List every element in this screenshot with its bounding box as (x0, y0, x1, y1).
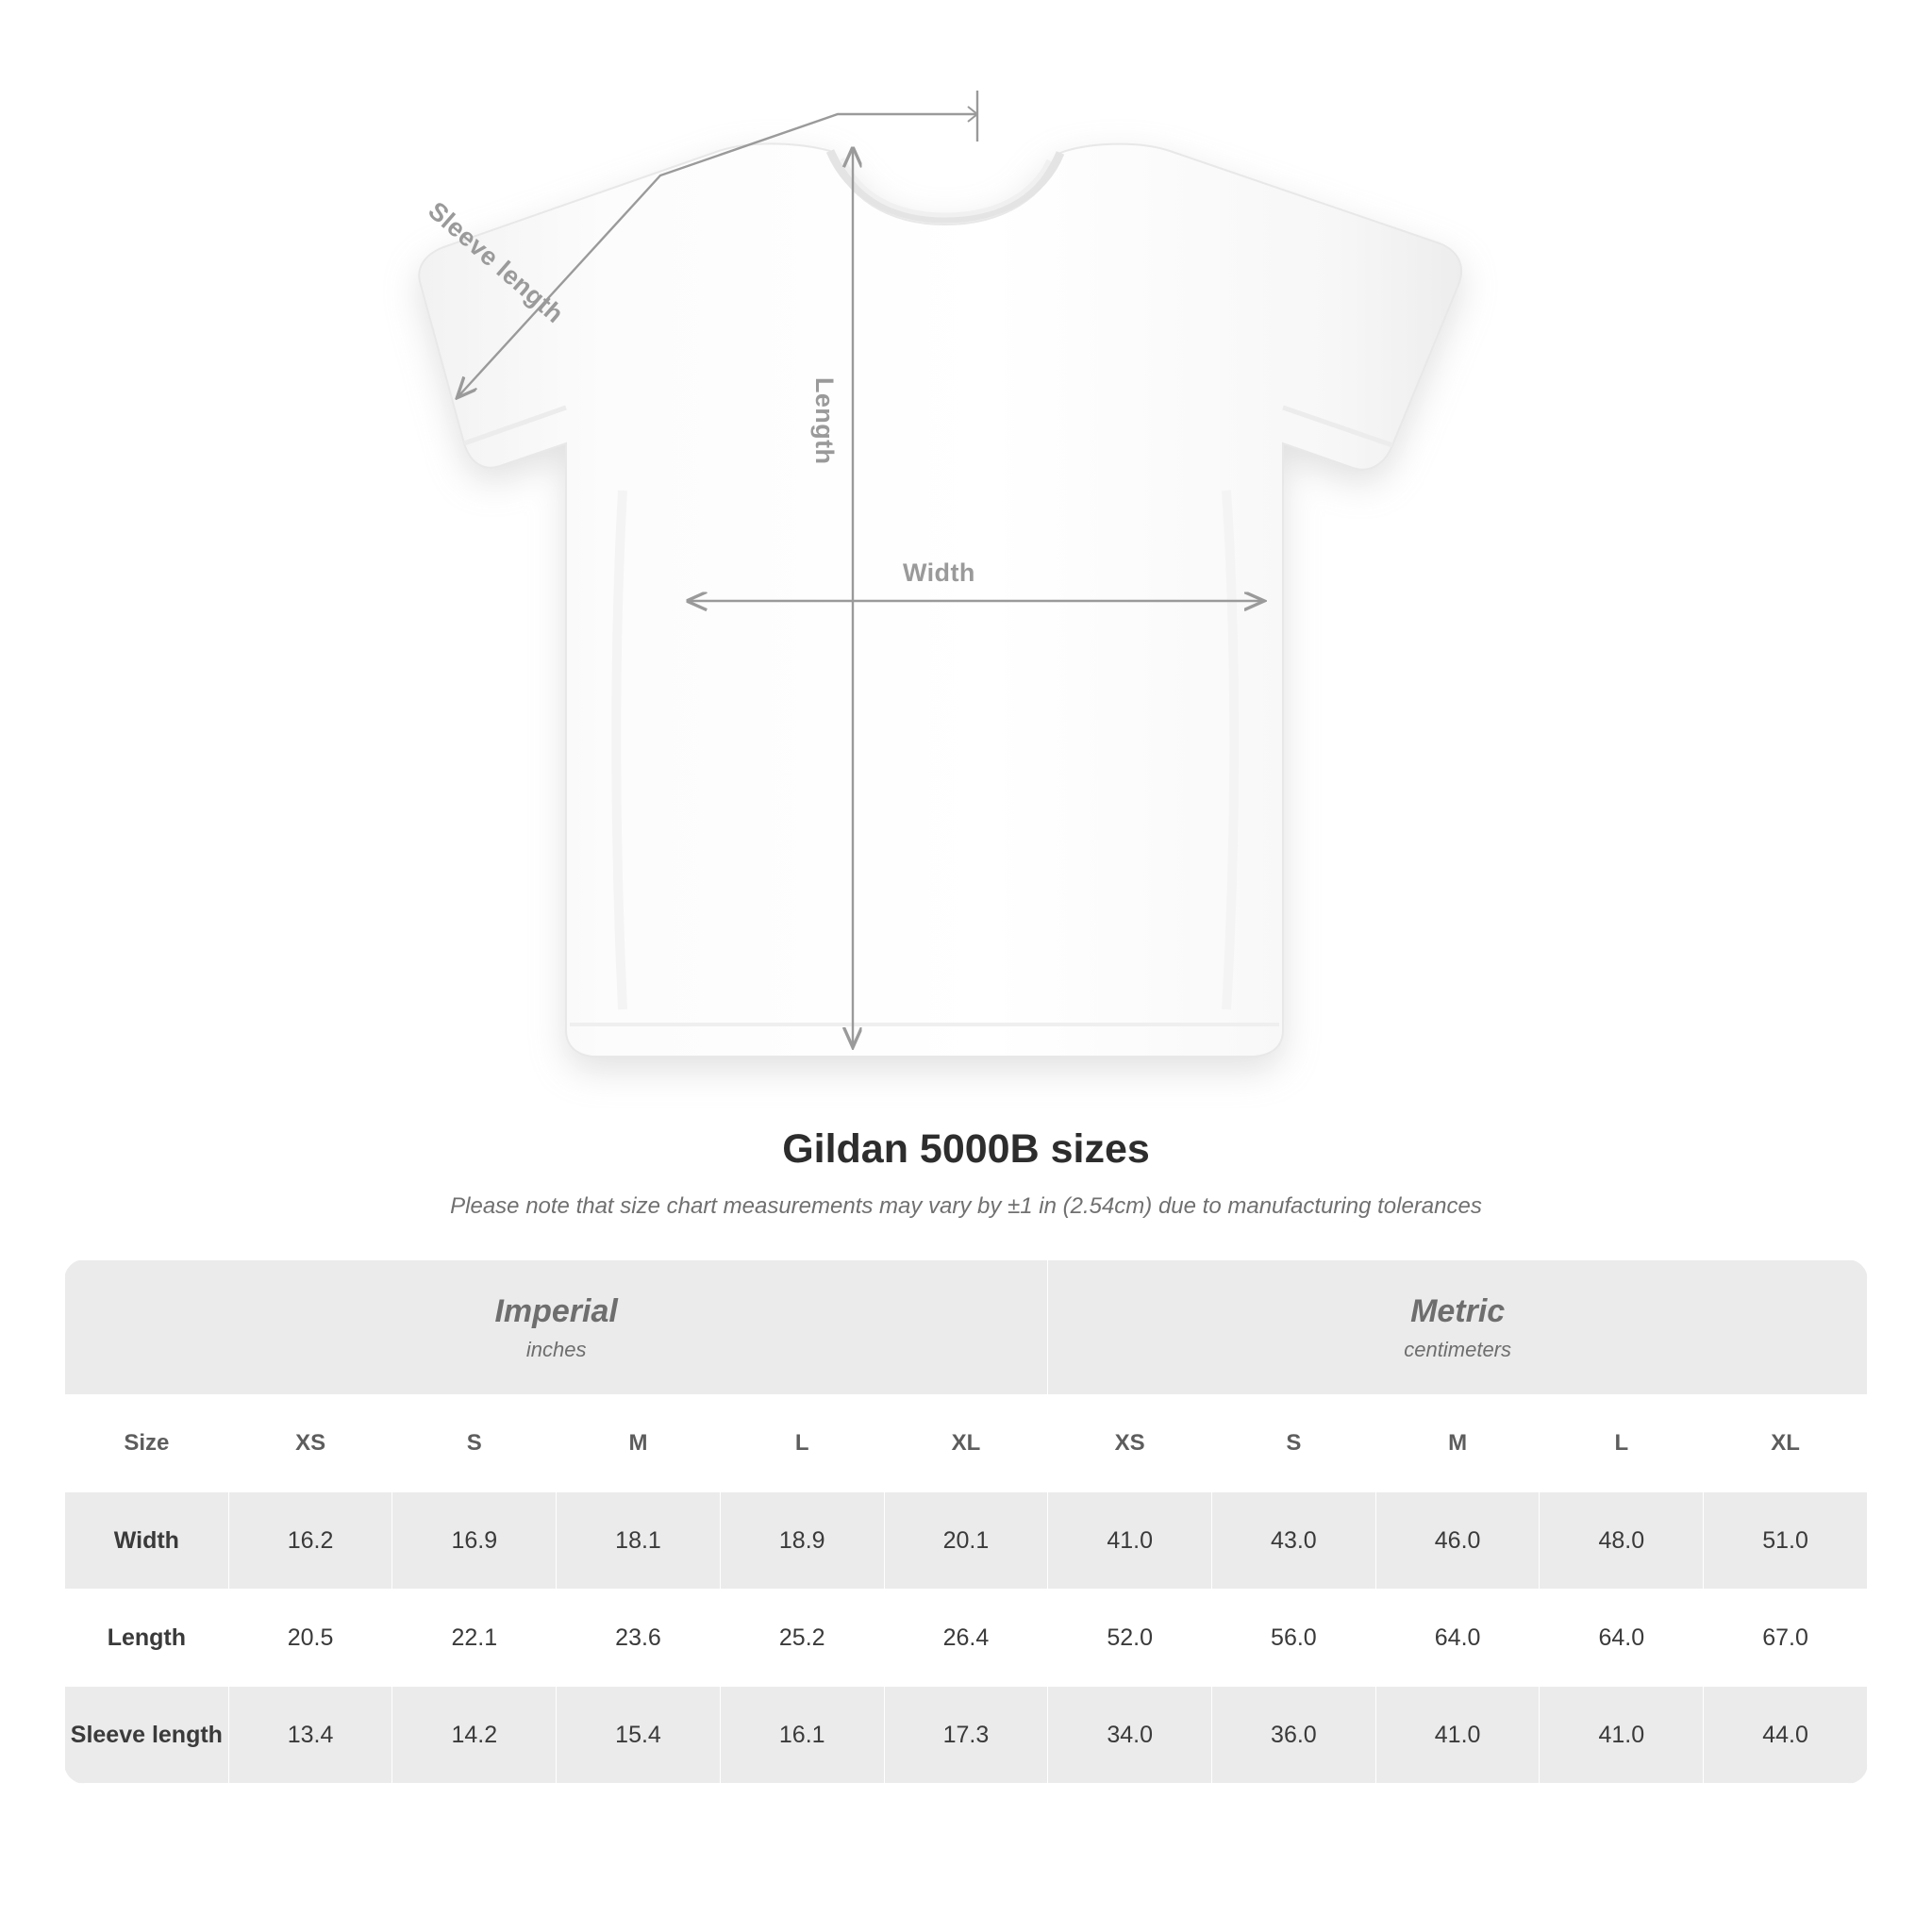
column-header-imperial-xs: XS (228, 1395, 392, 1492)
cell: 18.9 (720, 1492, 884, 1590)
cell: 20.5 (228, 1590, 392, 1687)
cell: 15.4 (557, 1687, 721, 1784)
imperial-label: Imperial (494, 1292, 618, 1329)
cell: 20.1 (884, 1492, 1048, 1590)
cell: 36.0 (1212, 1687, 1376, 1784)
metric-unit: centimeters (1404, 1337, 1512, 1361)
table-row (65, 1590, 1868, 1687)
unit-group-row (65, 1260, 1868, 1395)
cell: 22.1 (392, 1590, 557, 1687)
cell: 14.2 (392, 1687, 557, 1784)
unit-group-imperial (65, 1260, 1048, 1395)
width-label: Width (903, 558, 975, 587)
row-label-length: Length (65, 1590, 229, 1687)
cell: 56.0 (1212, 1590, 1376, 1687)
column-header-metric-l: L (1540, 1395, 1704, 1492)
column-header-imperial-s: S (392, 1395, 557, 1492)
unit-group-metric (1048, 1260, 1868, 1395)
cell: 64.0 (1375, 1590, 1540, 1687)
cell: 34.0 (1048, 1687, 1212, 1784)
cell: 16.2 (228, 1492, 392, 1590)
cell: 51.0 (1704, 1492, 1868, 1590)
cell: 25.2 (720, 1590, 884, 1687)
size-table (64, 1259, 1868, 1784)
sleeve-length-label: Sleeve length (423, 196, 570, 329)
column-header-metric-xs: XS (1048, 1395, 1212, 1492)
page-title: Gildan 5000B sizes (782, 1126, 1150, 1172)
cell: 67.0 (1704, 1590, 1868, 1687)
cell: 16.9 (392, 1492, 557, 1590)
column-header-imperial-xl: XL (884, 1395, 1048, 1492)
cell: 41.0 (1048, 1492, 1212, 1590)
cell: 64.0 (1540, 1590, 1704, 1687)
imperial-unit: inches (525, 1337, 587, 1361)
column-header-metric-s: S (1212, 1395, 1376, 1492)
cell: 48.0 (1540, 1492, 1704, 1590)
cell: 41.0 (1540, 1687, 1704, 1784)
table-header-row (65, 1395, 1868, 1492)
metric-label: Metric (1410, 1292, 1506, 1329)
cell: 43.0 (1212, 1492, 1376, 1590)
cell: 17.3 (884, 1687, 1048, 1784)
row-label-sleeve-length: Sleeve length (65, 1687, 229, 1784)
row-label-width: Width (65, 1492, 229, 1590)
column-header-imperial-l: L (720, 1395, 884, 1492)
cell: 52.0 (1048, 1590, 1212, 1687)
cell: 16.1 (720, 1687, 884, 1784)
column-header-size: Size (65, 1395, 229, 1492)
cell: 44.0 (1704, 1687, 1868, 1784)
cell: 18.1 (557, 1492, 721, 1590)
cell: 41.0 (1375, 1687, 1540, 1784)
cell: 13.4 (228, 1687, 392, 1784)
cell: 46.0 (1375, 1492, 1540, 1590)
column-header-metric-xl: XL (1704, 1395, 1868, 1492)
column-header-metric-m: M (1375, 1395, 1540, 1492)
table-row (65, 1492, 1868, 1590)
table-row (65, 1687, 1868, 1784)
length-label: Length (810, 377, 839, 465)
size-table-wrap (64, 1259, 1868, 1784)
cell: 23.6 (557, 1590, 721, 1687)
cell: 26.4 (884, 1590, 1048, 1687)
tolerance-note: Please note that size chart measurements may vary by ±1 in (2.54cm) due to manufacturing tolerances (450, 1193, 1482, 1219)
column-header-imperial-m: M (557, 1395, 721, 1492)
